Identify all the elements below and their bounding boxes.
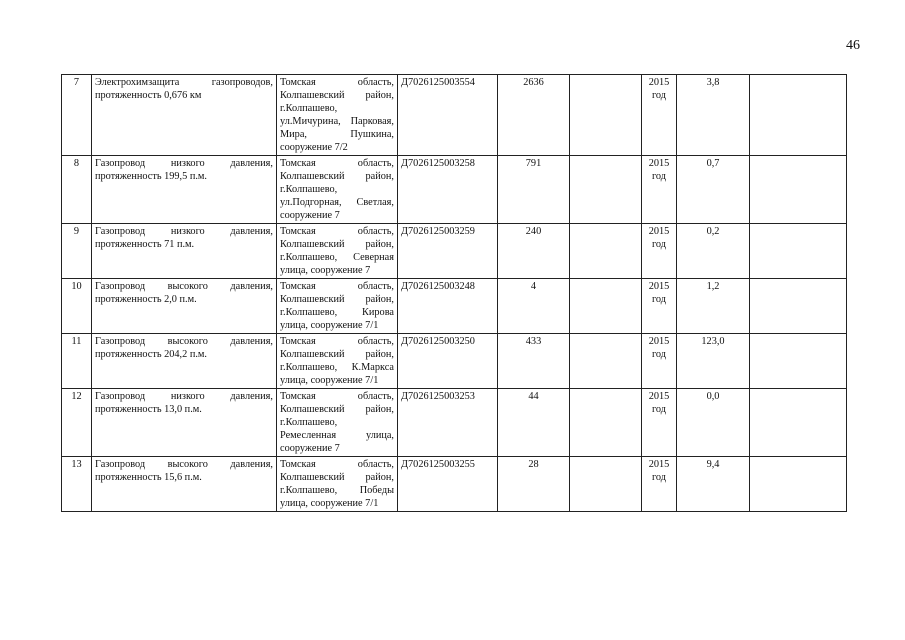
table-row xyxy=(62,334,847,389)
cadastral-number: Д7026125003259 xyxy=(398,224,498,279)
cost-value: 2636 xyxy=(498,75,570,156)
row-number: 10 xyxy=(62,279,92,334)
empty-cell xyxy=(570,279,642,334)
registry-table xyxy=(61,74,847,512)
year-cell: 2015 год xyxy=(642,457,677,512)
object-address: Томская область, Колпашевский район, г.Колпашево, Северная улица, сооружение 7 xyxy=(277,224,398,279)
object-name: Газопровод низкого давления, протяженность 71 п.м. xyxy=(92,224,277,279)
value-cell: 123,0 xyxy=(677,334,750,389)
object-name: Газопровод высокого давления, протяженность 204,2 п.м. xyxy=(92,334,277,389)
registry-body xyxy=(62,75,847,512)
value-cell: 0,2 xyxy=(677,224,750,279)
empty-cell xyxy=(750,224,847,279)
object-name: Газопровод высокого давления, протяженность 15,6 п.м. xyxy=(92,457,277,512)
object-name: Газопровод низкого давления, протяженность 199,5 п.м. xyxy=(92,156,277,224)
object-address: Томская область, Колпашевский район, г.Колпашево, ул.Подгорная, Светлая, сооружение 7 xyxy=(277,156,398,224)
empty-cell xyxy=(750,334,847,389)
empty-cell xyxy=(750,75,847,156)
empty-cell xyxy=(570,389,642,457)
cadastral-number: Д7026125003554 xyxy=(398,75,498,156)
table-row xyxy=(62,389,847,457)
cost-value: 433 xyxy=(498,334,570,389)
object-address: Томская область, Колпашевский район, г.Колпашево, Победы улица, сооружение 7/1 xyxy=(277,457,398,512)
table-row xyxy=(62,75,847,156)
object-name: Электрохимзащита газопроводов, протяженность 0,676 км xyxy=(92,75,277,156)
cost-value: 4 xyxy=(498,279,570,334)
value-cell: 0,0 xyxy=(677,389,750,457)
empty-cell xyxy=(750,457,847,512)
cadastral-number: Д7026125003248 xyxy=(398,279,498,334)
empty-cell xyxy=(570,334,642,389)
object-name: Газопровод высокого давления, протяженность 2,0 п.м. xyxy=(92,279,277,334)
object-address: Томская область, Колпашевский район, г.Колпашево, Кирова улица, сооружение 7/1 xyxy=(277,279,398,334)
value-cell: 1,2 xyxy=(677,279,750,334)
row-number: 12 xyxy=(62,389,92,457)
year-cell: 2015 год xyxy=(642,156,677,224)
row-number: 11 xyxy=(62,334,92,389)
year-cell: 2015 год xyxy=(642,75,677,156)
value-cell: 0,7 xyxy=(677,156,750,224)
empty-cell xyxy=(570,156,642,224)
empty-cell xyxy=(570,75,642,156)
cost-value: 44 xyxy=(498,389,570,457)
table-row xyxy=(62,156,847,224)
row-number: 13 xyxy=(62,457,92,512)
object-address: Томская область, Колпашевский район, г.Колпашево, К.Маркса улица, сооружение 7/1 xyxy=(277,334,398,389)
table-row xyxy=(62,457,847,512)
cost-value: 28 xyxy=(498,457,570,512)
row-number: 7 xyxy=(62,75,92,156)
row-number: 8 xyxy=(62,156,92,224)
value-cell: 9,4 xyxy=(677,457,750,512)
page-number: 46 xyxy=(846,38,860,53)
cadastral-number: Д7026125003250 xyxy=(398,334,498,389)
cadastral-number: Д7026125003258 xyxy=(398,156,498,224)
year-cell: 2015 год xyxy=(642,389,677,457)
table-row xyxy=(62,279,847,334)
cadastral-number: Д7026125003255 xyxy=(398,457,498,512)
year-cell: 2015 год xyxy=(642,224,677,279)
value-cell: 3,8 xyxy=(677,75,750,156)
table-row xyxy=(62,224,847,279)
cost-value: 240 xyxy=(498,224,570,279)
empty-cell xyxy=(570,457,642,512)
row-number: 9 xyxy=(62,224,92,279)
cadastral-number: Д7026125003253 xyxy=(398,389,498,457)
object-address: Томская область, Колпашевский район, г.Колпашево, Ремесленная улица, сооружение 7 xyxy=(277,389,398,457)
empty-cell xyxy=(750,389,847,457)
empty-cell xyxy=(750,156,847,224)
year-cell: 2015 год xyxy=(642,334,677,389)
cost-value: 791 xyxy=(498,156,570,224)
empty-cell xyxy=(750,279,847,334)
object-address: Томская область, Колпашевский район, г.Колпашево, ул.Мичурина, Парковая, Мира, Пушкина, сооружение 7/2 xyxy=(277,75,398,156)
empty-cell xyxy=(570,224,642,279)
object-name: Газопровод низкого давления, протяженность 13,0 п.м. xyxy=(92,389,277,457)
year-cell: 2015 год xyxy=(642,279,677,334)
